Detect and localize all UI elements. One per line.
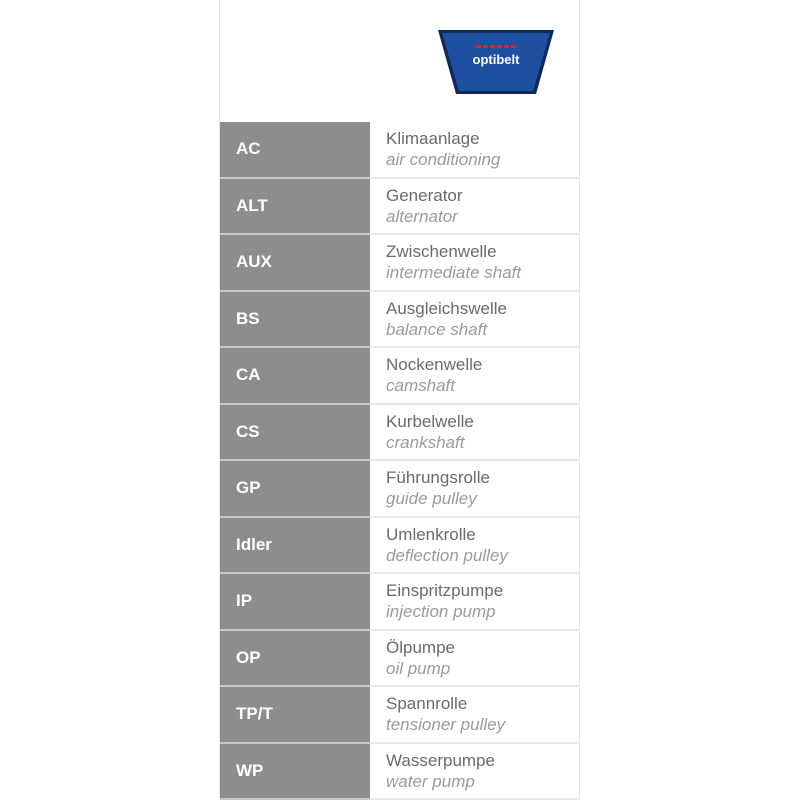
legend-table [220, 122, 580, 800]
description-cell [370, 122, 580, 179]
description-cell [370, 348, 580, 405]
description-cell [370, 518, 580, 575]
english-term: crankshaft [386, 432, 465, 452]
legend-row [220, 179, 580, 236]
abbreviation-cell: CA [220, 348, 370, 405]
abbreviation-cell: AUX [220, 235, 370, 292]
description-cell [370, 292, 580, 349]
abbreviation-cell: AC [220, 122, 370, 179]
abbreviation-cell: OP [220, 631, 370, 688]
legend-header [220, 0, 579, 122]
german-term: Nockenwelle [386, 355, 483, 375]
german-term: Wasserpumpe [386, 750, 495, 770]
description-cell [370, 744, 580, 800]
abbreviation-cell: ALT [220, 179, 370, 236]
legend-row [220, 235, 580, 292]
legend-row [220, 461, 580, 518]
german-term: Kurbelwelle [386, 411, 474, 431]
legend-row [220, 348, 580, 405]
abbreviation-cell: TP/T [220, 687, 370, 744]
abbreviation-cell: WP [220, 744, 370, 800]
abbreviation-cell: Idler [220, 518, 370, 575]
german-term: Zwischenwelle [386, 242, 497, 262]
english-term: air conditioning [386, 150, 501, 170]
description-cell [370, 235, 580, 292]
description-cell [370, 687, 580, 744]
legend-row [220, 518, 580, 575]
german-term: Führungsrolle [386, 468, 490, 488]
legend-sheet [219, 0, 580, 800]
english-term: tensioner pulley [386, 715, 506, 735]
english-term: deflection pulley [386, 545, 508, 565]
abbreviation-cell: BS [220, 292, 370, 349]
german-term: Einspritzpumpe [386, 581, 504, 601]
legend-row [220, 744, 580, 800]
english-term: guide pulley [386, 489, 477, 509]
logo-wordmark: optibelt [472, 52, 520, 67]
description-cell [370, 631, 580, 688]
german-term: Generator [386, 185, 463, 205]
abbreviation-cell: CS [220, 405, 370, 462]
abbreviation-cell: IP [220, 574, 370, 631]
optibelt-logo [436, 28, 556, 96]
english-term: camshaft [386, 376, 455, 396]
description-cell [370, 179, 580, 236]
german-term: Ölpumpe [386, 637, 455, 657]
description-cell [370, 461, 580, 518]
english-term: oil pump [386, 658, 451, 678]
legend-row [220, 574, 580, 631]
german-term: Spannrolle [386, 694, 468, 714]
english-term: water pump [386, 771, 475, 791]
legend-row [220, 631, 580, 688]
german-term: Umlenkrolle [386, 524, 476, 544]
english-term: intermediate shaft [386, 263, 522, 283]
abbreviation-cell: GP [220, 461, 370, 518]
english-term: injection pump [386, 602, 496, 622]
german-term: Klimaanlage [386, 129, 480, 149]
description-cell [370, 574, 580, 631]
legend-row [220, 687, 580, 744]
english-term: alternator [386, 206, 458, 226]
legend-row [220, 122, 580, 179]
legend-row [220, 405, 580, 462]
english-term: balance shaft [386, 319, 488, 339]
description-cell [370, 405, 580, 462]
german-term: Ausgleichswelle [386, 298, 507, 318]
legend-row [220, 292, 580, 349]
